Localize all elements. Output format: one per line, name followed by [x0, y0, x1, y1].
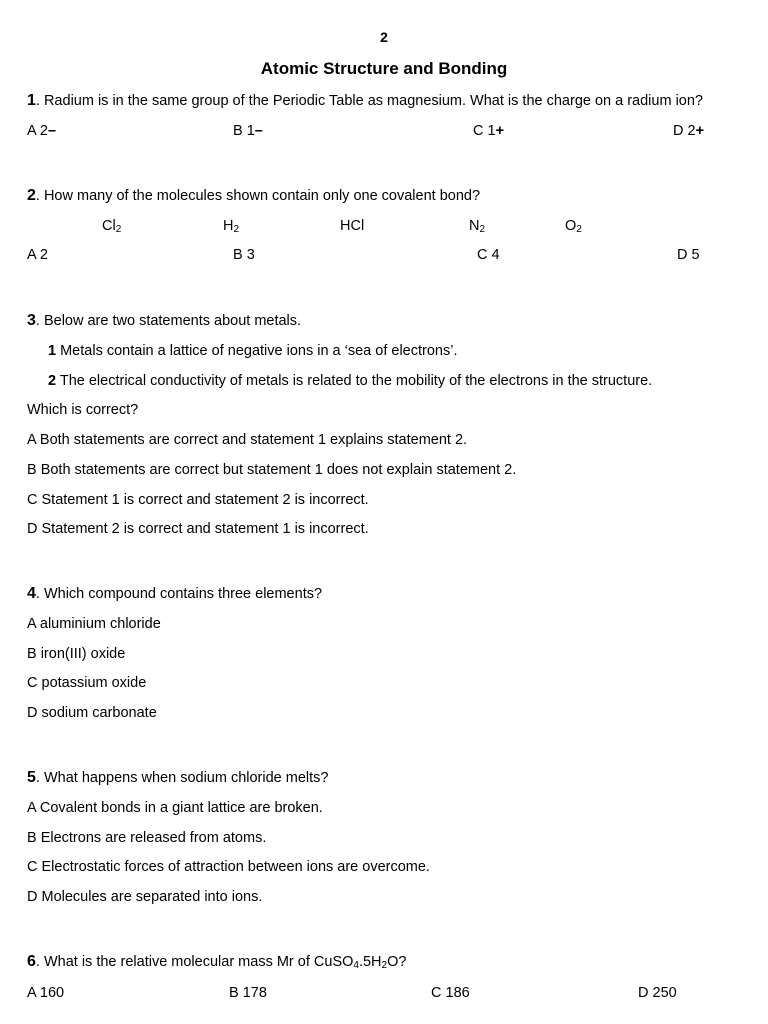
q4-option-b: B iron(III) oxide [27, 646, 126, 662]
question-number: 2 [27, 187, 36, 204]
page-title: Atomic Structure and Bonding [260, 59, 508, 78]
q5-option-a: A Covalent bonds in a giant lattice are broken. [27, 800, 323, 816]
q2-option-c: C 4 [477, 247, 500, 263]
q6-option-c: C 186 [431, 985, 470, 1001]
question-number: 5 [27, 769, 36, 786]
question-number: 3 [27, 312, 36, 329]
q6-option-a: A 160 [27, 985, 65, 1001]
question-2-text: 2. How many of the molecules shown contain only one covalent bond? [27, 187, 481, 204]
q3-prompt: Which is correct? [27, 402, 139, 418]
molecule-cl2: $Cl_2$ [102, 218, 122, 235]
q3-option-a: A Both statements are correct and statement 1 explains statement 2. [27, 432, 468, 448]
q1-option-b: B 1– [233, 123, 263, 139]
question-number: 4 [27, 585, 36, 602]
q4-option-c: C potassium oxide [27, 675, 147, 691]
molecule-h2: $H_2$ [223, 218, 240, 235]
q6-option-b: B 178 [229, 985, 267, 1001]
molecule-hcl: HCl [340, 218, 365, 234]
page-number: 2 [380, 29, 388, 45]
question-5-text: 5. What happens when sodium chloride melts? [27, 769, 329, 786]
molecule-n2: $N_2$ [469, 218, 486, 235]
molecule-o2: $O_2$ [565, 218, 582, 235]
statement-2: 2 The electrical conductivity of metals is related to the mobility of the electrons in the structure. [48, 373, 653, 389]
q2-option-b: B 3 [233, 247, 255, 263]
question-1-text: 1. Radium is in the same group of the Periodic Table as magnesium. What is the charge on a radium ion? [27, 92, 703, 109]
q4-option-a: A aluminium chloride [27, 616, 161, 632]
q5-option-b: B Electrons are released from atoms. [27, 830, 267, 846]
q4-option-d: D sodium carbonate [27, 705, 157, 721]
q3-option-b: B Both statements are correct but statement 1 does not explain statement 2. [27, 462, 517, 478]
q5-option-c: C Electrostatic forces of attraction between ions are overcome. [27, 859, 430, 875]
question-4-text: 4. Which compound contains three elements? [27, 585, 323, 602]
q1-option-c: C 1+ [473, 123, 505, 139]
q3-option-c: C Statement 1 is correct and statement 2 is incorrect. [27, 492, 369, 508]
question-3-text: 3. Below are two statements about metals. [27, 312, 302, 329]
question-number: 6 [27, 953, 36, 970]
statement-1: 1 Metals contain a lattice of negative ions in a ‘sea of electrons’. [48, 343, 458, 359]
q3-option-d: D Statement 2 is correct and statement 1 is incorrect. [27, 521, 369, 537]
q5-option-d: D Molecules are separated into ions. [27, 889, 263, 905]
question-6-text: 6. What is the relative molecular mass Mr of $CuSO_4.5H_2O$? [27, 953, 407, 971]
q1-option-a: A 2– [27, 123, 57, 139]
q2-option-a: A 2 [27, 247, 48, 263]
q1-option-d: D 2+ [673, 123, 705, 139]
question-number: 1 [27, 92, 36, 109]
q6-option-d: D 250 [638, 985, 677, 1001]
q2-option-d: D 5 [677, 247, 700, 263]
